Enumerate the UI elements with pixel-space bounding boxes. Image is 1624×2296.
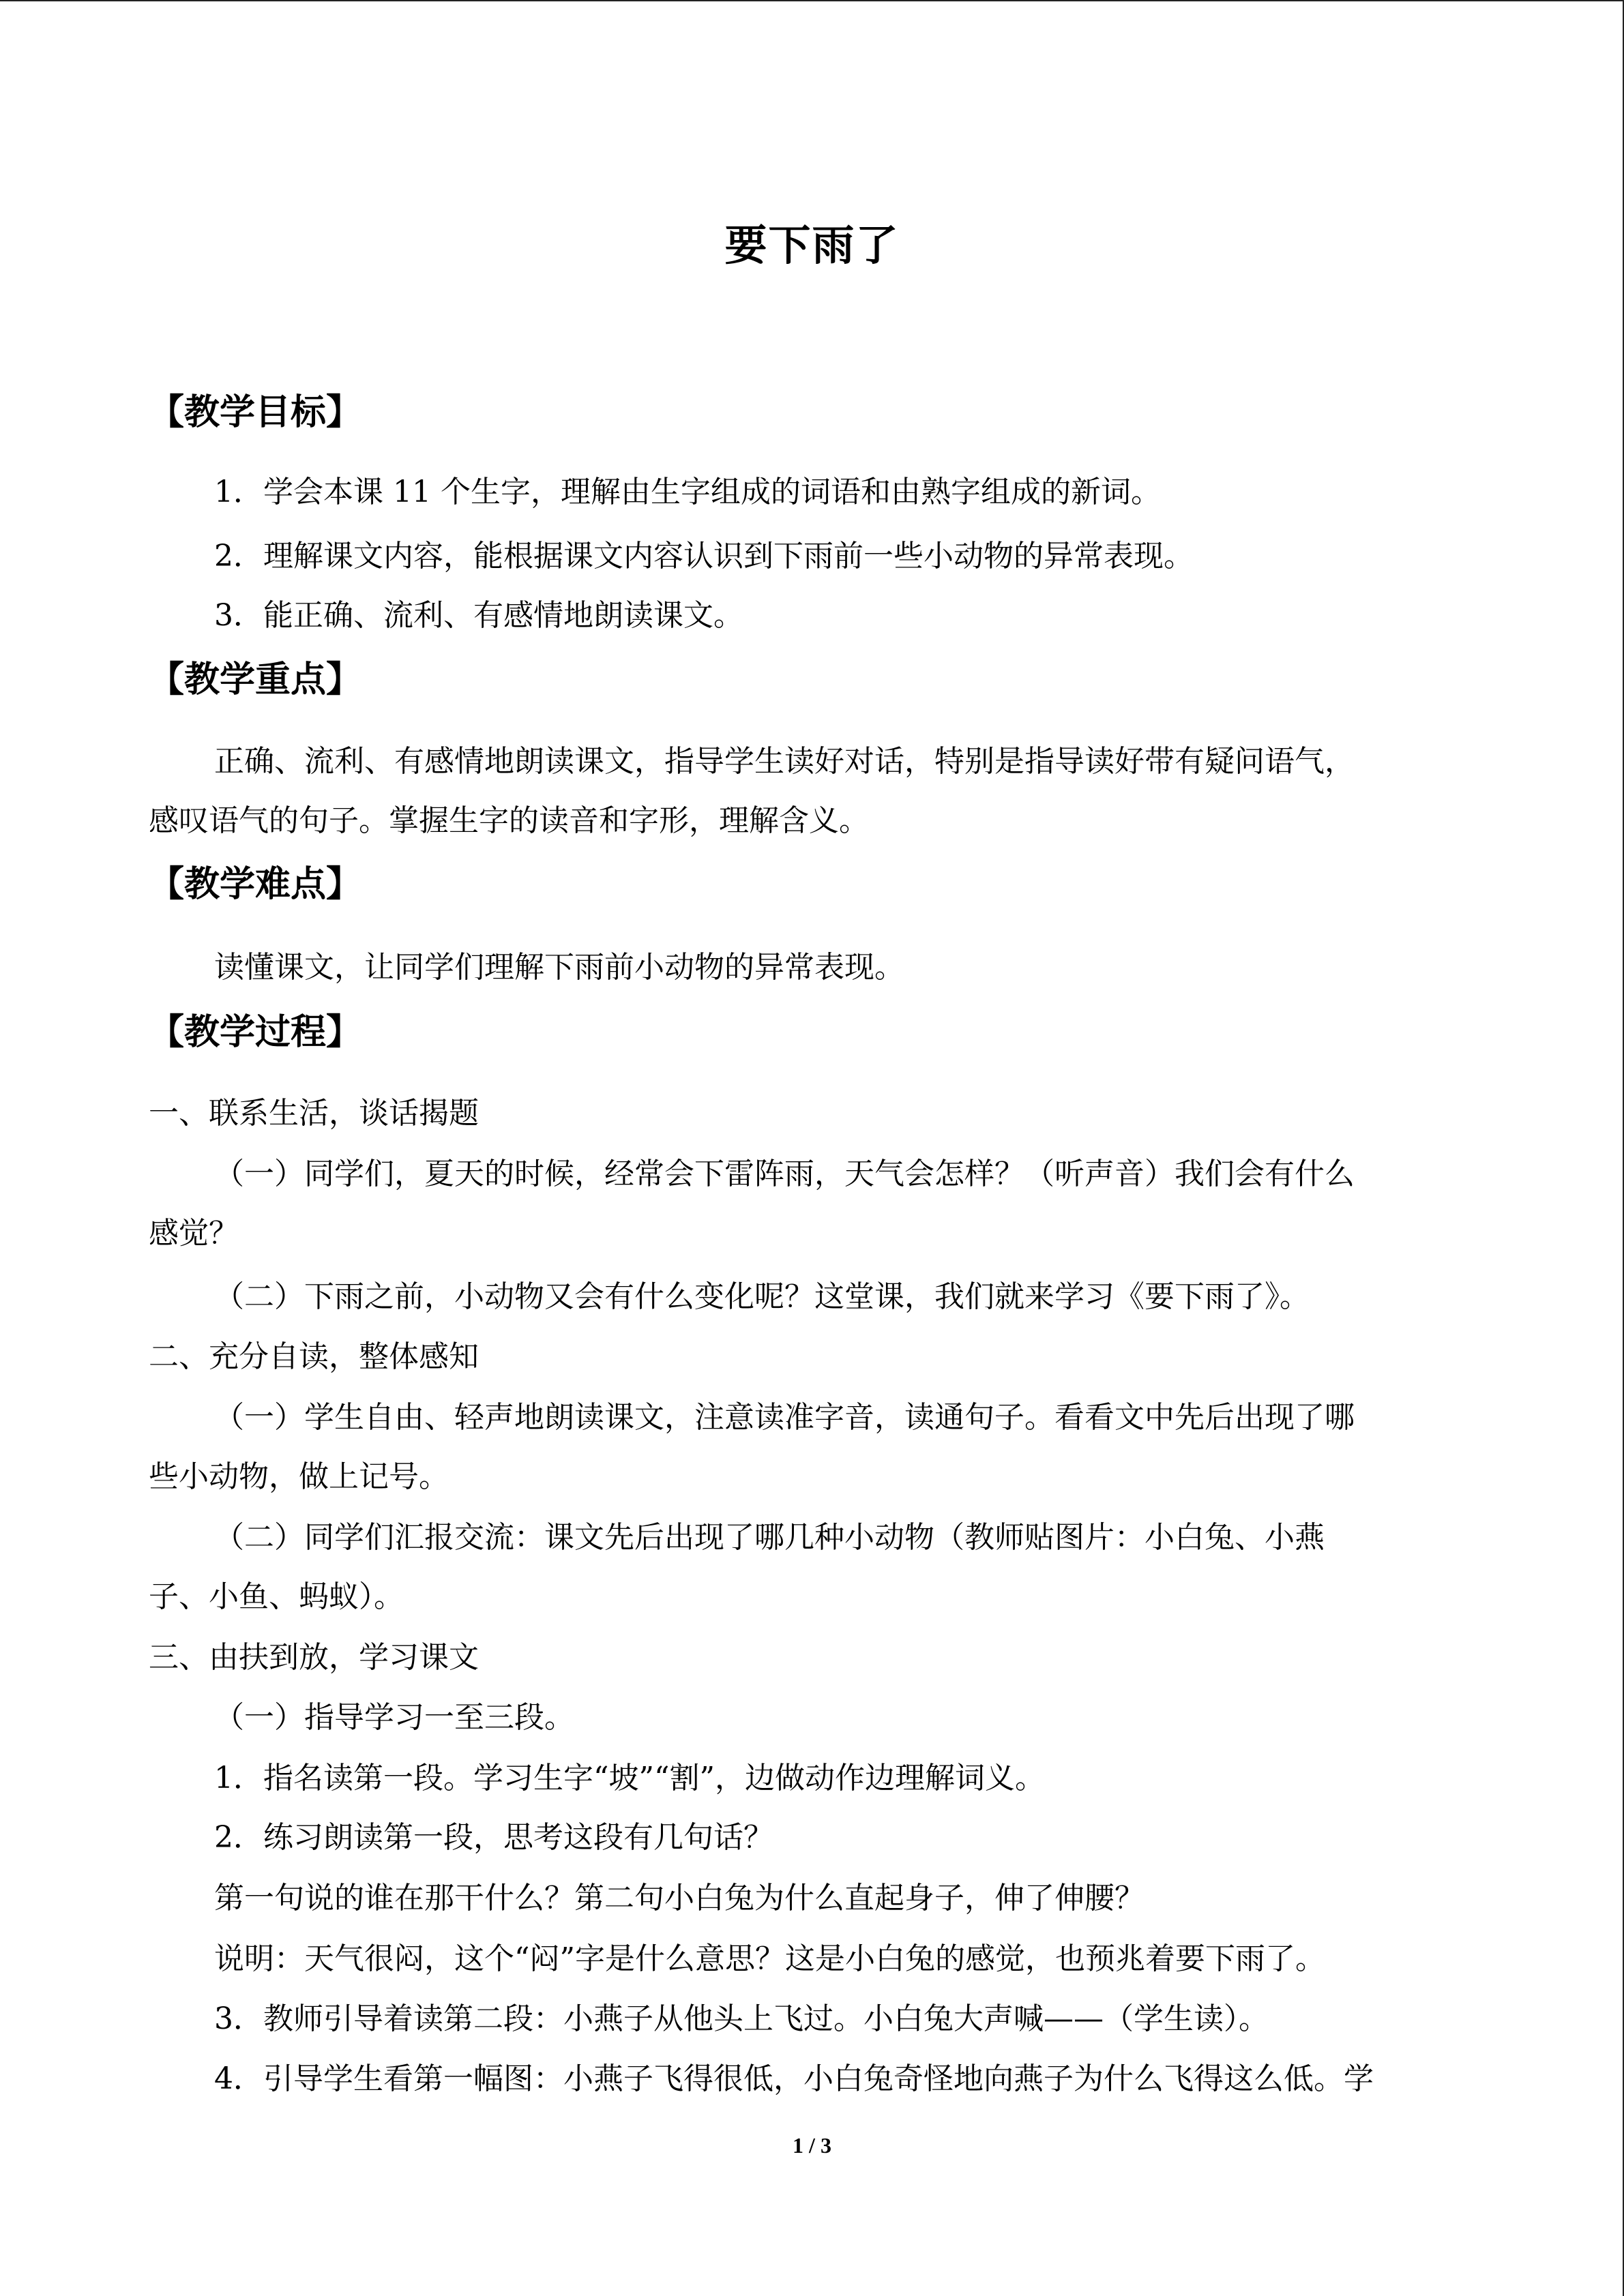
process-line: （一）学生自由、轻声地朗读课文，注意读准字音，读通句子。看看文中先后出现了哪: [214, 1400, 1355, 1435]
process-line: 说明：天气很闷，这个“闷”字是什么意思？这是小白兔的感觉，也预兆着要下雨了。: [214, 1941, 1325, 1976]
process-line: （二）下雨之前，小动物又会有什么变化呢？这堂课，我们就来学习《要下雨了》。: [214, 1279, 1310, 1314]
process-line: 1．指名读第一段。学习生字“坡”“割”，边做动作边理解词义。: [214, 1761, 1045, 1795]
heading-objectives: 【教学目标】: [149, 392, 362, 433]
document-title: 要下雨了: [724, 220, 900, 270]
heading-difficulties: 【教学难点】: [149, 864, 362, 905]
process-line: （一）同学们，夏天的时候，经常会下雷阵雨，天气会怎样？（听声音）我们会有什么: [214, 1157, 1355, 1191]
objective-line: 2．理解课文内容，能根据课文内容认识到下雨前一些小动物的异常表现。: [214, 539, 1194, 573]
objective-line: 1．学会本课 11 个生字，理解由生字组成的词语和由熟字组成的新词。: [214, 475, 1161, 509]
process-line: 2．练习朗读第一段，思考这段有几句话？: [214, 1820, 773, 1855]
process-line: 子、小鱼、蚂蚁）。: [149, 1579, 404, 1614]
process-step-heading: 一、联系生活，谈话揭题: [149, 1096, 479, 1131]
process-line: （一）指导学习一至三段。: [214, 1700, 574, 1735]
process-line: 3．教师引导着读第二段：小燕子从他头上飞过。小白兔大声喊——（学生读）。: [214, 2001, 1269, 2036]
key-points-line: 感叹语气的句子。掌握生字的读音和字形，理解含义。: [149, 803, 869, 838]
difficulties-line: 读懂课文，让同学们理解下雨前小动物的异常表现。: [214, 950, 904, 985]
process-line: （二）同学们汇报交流：课文先后出现了哪几种小动物（教师贴图片：小白兔、小燕: [214, 1520, 1325, 1555]
process-line: 4．引导学生看第一幅图：小燕子飞得很低，小白兔奇怪地向燕子为什么飞得这么低。学: [214, 2061, 1374, 2096]
heading-process: 【教学过程】: [149, 1012, 362, 1053]
key-points-line: 正确、流利、有感情地朗读课文，指导学生读好对话，特别是指导读好带有疑问语气，: [214, 744, 1355, 779]
process-line: 第一句说的谁在那干什么？第二句小白兔为什么直起身子，伸了伸腰？: [214, 1881, 1145, 1915]
heading-key-points: 【教学重点】: [149, 659, 362, 700]
process-line: 感觉？: [149, 1216, 239, 1251]
process-step-heading: 三、由扶到放，学习课文: [149, 1640, 479, 1675]
process-step-heading: 二、充分自读，整体感知: [149, 1339, 479, 1374]
objective-line: 3．能正确、流利、有感情地朗读课文。: [214, 598, 743, 633]
process-line: 些小动物，做上记号。: [149, 1459, 449, 1494]
page-number: 1 / 3: [793, 2133, 831, 2158]
